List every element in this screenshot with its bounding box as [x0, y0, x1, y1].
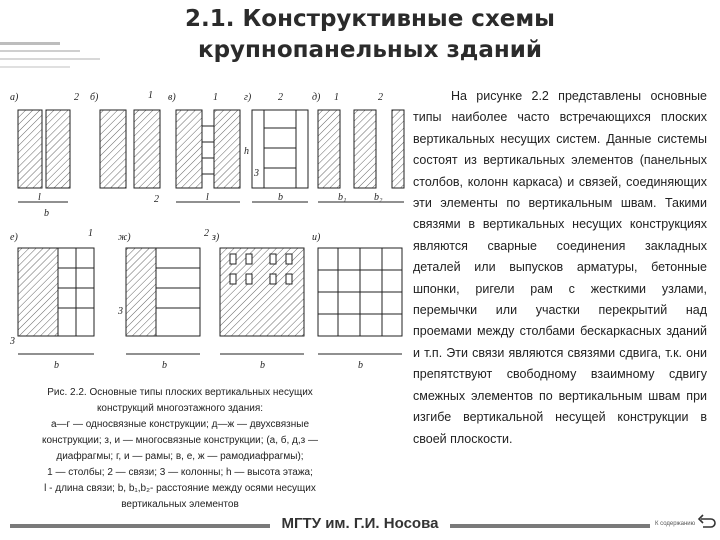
figure-number: 2 [154, 194, 159, 205]
dim-label: b [44, 208, 49, 219]
panel-label: и) [312, 232, 321, 243]
figure-number: 1 [334, 92, 339, 103]
structural-schemes-figure [8, 78, 408, 378]
figure-number: 2 [278, 92, 283, 103]
dim-label: b₁ [338, 192, 347, 203]
dim-label: b [54, 360, 59, 371]
panel-label: е) [10, 232, 18, 243]
footer-divider [450, 524, 650, 528]
footer-institution: МГТУ им. Г.И. Носова [281, 515, 439, 532]
panel-label: в) [168, 92, 176, 103]
caption-line: диафрагмы; г, и — рамы; в, е, ж — рамодиафрагмы); [56, 451, 304, 462]
dim-label: b [162, 360, 167, 371]
title-decoration [0, 40, 120, 80]
panel-label: а) [10, 92, 19, 103]
figure-number: 2 [378, 92, 383, 103]
dim-label: l [38, 192, 41, 203]
panel-label: г) [244, 92, 252, 103]
figure-number: 3 [254, 168, 259, 179]
return-arrow-icon[interactable] [697, 513, 717, 529]
panel-label: д) [312, 92, 321, 103]
figure-number: 3 [10, 336, 15, 347]
caption-line: а—г — односвязные конструкции; д—ж — двухсвязные [50, 419, 310, 430]
figure-number: 3 [118, 306, 123, 317]
dim-label: b [260, 360, 265, 371]
caption-line: 1 — столбы; 2 — связи; 3 — колонны; h — высота этажа; [47, 467, 313, 478]
figure-number: 1 [88, 228, 93, 239]
dim-label: l [206, 192, 209, 203]
dim-label: b₂ [374, 192, 383, 203]
caption-line: конструкций многоэтажного здания: [96, 403, 264, 414]
body-paragraph: На рисунке 2.2 представлены основные типы наиболее часто встречающихся плоских вертикальных несущих систем. Данные системы состоят из вертикальных элементов (панельных столбов, колонн каркаса) и связей, соединяющих эти элементы по вертикальным швам. Такими связями в вертикальных несущих конструкциях являются сварные соединения закладных деталей или выпусков арматуры, бетонные шпонки, ригели рам с жесткими узлами, перемычки или участки перекрытий над проемами между столбами бескаркасных зданий и т.п. Эти связи являются связями сдвига, т.к. они препятствуют свободному взаимному сдвигу смежных элементов по вертикальным швам при изгибе вертикальной несущей конструкции в своей плоскости. [413, 89, 707, 446]
panel-label: з) [212, 232, 220, 243]
footer-divider [10, 524, 270, 528]
figure-number: 2 [74, 92, 79, 103]
figure-number: 1 [148, 90, 153, 101]
caption-line: конструкции; з, и — многосвязные конструкции; (а, б, д,з — [41, 435, 319, 446]
figure-number: 1 [213, 92, 218, 103]
dim-label: b [278, 192, 283, 203]
slide-title: 2.1. Конструктивные схемы крупнопанельных зданий [185, 6, 555, 63]
caption-line: l - длина связи; b, b₁,b₂- расстояние между осями несущих [44, 483, 316, 494]
panel-label: б) [90, 92, 99, 103]
toc-link[interactable]: К содержанию [655, 521, 696, 527]
caption-line: вертикальных элементов [121, 499, 239, 510]
dim-label: h [244, 146, 249, 157]
figure-caption [10, 385, 350, 513]
panel-label: ж) [118, 232, 131, 243]
dim-label: b [358, 360, 363, 371]
caption-line: Рис. 2.2. Основные типы плоских вертикальных несущих [47, 387, 313, 398]
figure-number: 2 [204, 228, 209, 239]
